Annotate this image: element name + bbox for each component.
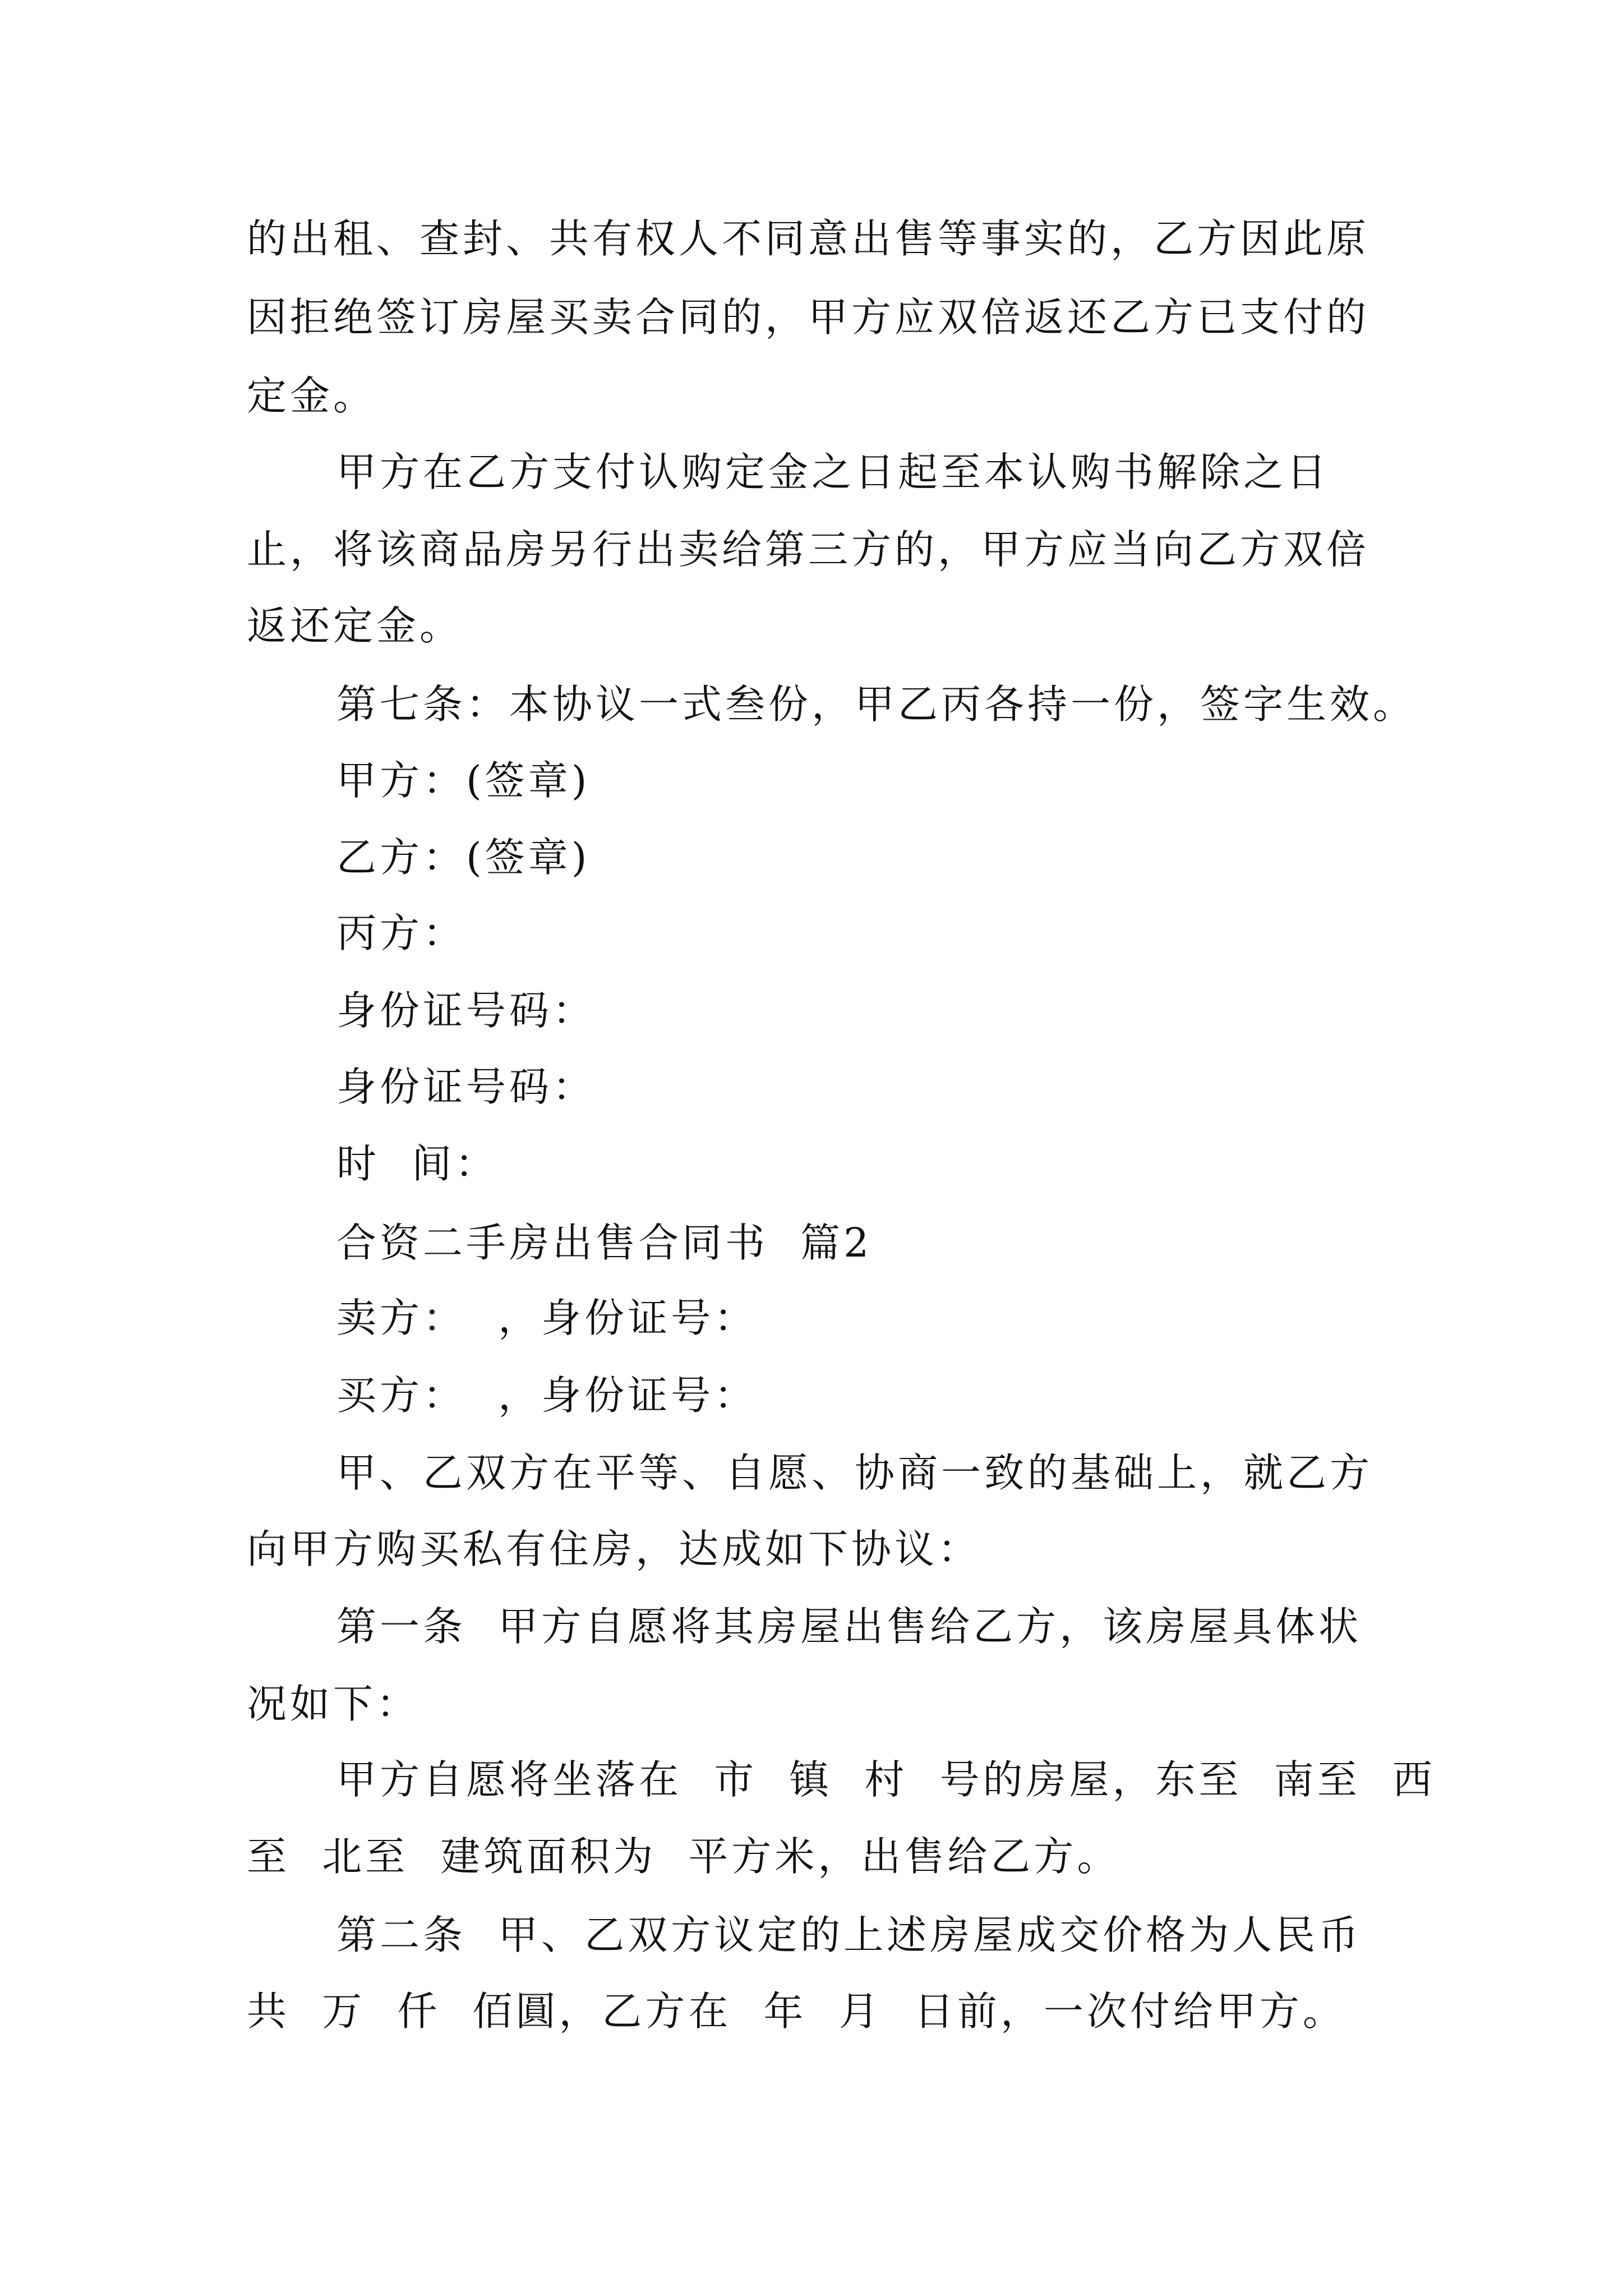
seller-line: 卖方： ，身份证号： xyxy=(336,1295,758,1341)
party-c-label: 丙方： xyxy=(336,910,467,956)
paragraph-line: 况如下： xyxy=(247,1681,420,1727)
paragraph-line: 向甲方购买私有住房，达成如下协议： xyxy=(247,1526,981,1572)
article-one: 第一条 甲方自愿将其房屋出售给乙方，该房屋具体状 xyxy=(336,1603,1362,1650)
party-a-signature: 甲方：(签章) xyxy=(336,757,591,804)
paragraph-line: 共 万 仟 佰圓，乙方在 年 月 日前，一次付给甲方。 xyxy=(247,1988,1346,2035)
paragraph-line: 返还定金。 xyxy=(247,602,463,649)
article-seven: 第七条：本协议一式叁份，甲乙丙各持一份，签字生效。 xyxy=(336,681,1417,728)
party-b-signature: 乙方：(签章) xyxy=(336,834,591,881)
paragraph-line: 因拒绝签订房屋买卖合同的，甲方应双倍返还乙方已支付的 xyxy=(247,294,1370,341)
contract-section-title: 合资二手房出售合同书 篇2 xyxy=(336,1220,873,1266)
id-number-label: 身份证号码： xyxy=(336,1064,596,1110)
paragraph-line: 止，将该商品房另行出卖给第三方的，甲方应当向乙方双倍 xyxy=(247,526,1370,573)
paragraph-line: 至 北至 建筑面积为 平方米，出售给乙方。 xyxy=(247,1833,1121,1880)
paragraph-line: 定金。 xyxy=(247,372,377,419)
id-number-label: 身份证号码： xyxy=(336,987,596,1034)
paragraph-line: 甲方在乙方支付认购定金之日起至本认购书解除之日 xyxy=(336,449,1330,495)
article-two: 第二条 甲、乙双方议定的上述房屋成交价格为人民币 xyxy=(336,1912,1362,1958)
buyer-line: 买方： ，身份证号： xyxy=(336,1372,758,1419)
paragraph-line: 的出租、查封、共有权人不同意出售等事实的，乙方因此原 xyxy=(247,215,1370,262)
paragraph-line: 甲方自愿将坐落在 市 镇 村 号的房屋，东至 南至 西 xyxy=(336,1756,1436,1803)
document-page xyxy=(247,0,1436,2296)
time-label: 时 间： xyxy=(336,1140,499,1187)
paragraph-line: 甲、乙双方在平等、自愿、协商一致的基础上，就乙方 xyxy=(336,1450,1373,1496)
